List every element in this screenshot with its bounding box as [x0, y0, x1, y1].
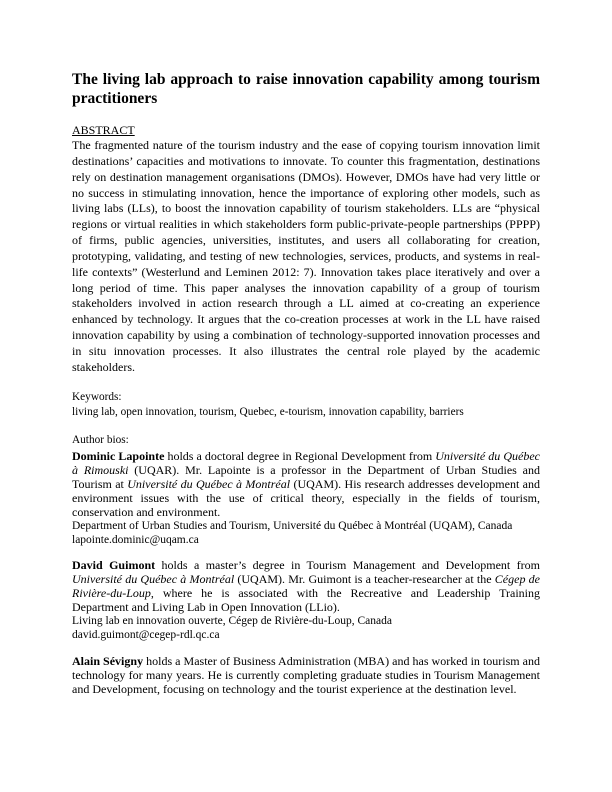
- text-run: life contexts” (Westerlund and Leminen 2012: 7). Innovation takes place iteratively and over a: [72, 264, 540, 279]
- text-run: regions or virtual realities in which stakeholders form public-private-people partnerships (PPPP): [72, 217, 540, 232]
- text-run: holds a doctoral degree in Regional Development from: [164, 449, 436, 463]
- author-bio-lapointe: [72, 449, 540, 547]
- author-email[interactable]: lapointe.dominic@uqam.ca: [72, 534, 199, 546]
- text-line: [72, 154, 540, 170]
- text-line: [72, 217, 540, 233]
- text-line: [72, 201, 540, 217]
- text-line: [72, 249, 540, 265]
- bold-text: practitioners: [72, 90, 158, 107]
- text-run: long period of time. This paper analyses the innovation capability of a group of tourism: [72, 280, 540, 295]
- text-line: [72, 586, 540, 600]
- text-line: [72, 449, 540, 463]
- text-run: (UQAR). Mr. Lapointe is a professor in the Department of Urban Studies and: [128, 463, 540, 477]
- italic-text: Université du Québec à Montréal: [127, 477, 291, 491]
- text-line: [72, 682, 540, 696]
- text-run: prototyping, validating, and testing of new technologies, services, products, and systems in real-: [72, 248, 540, 263]
- text-run: innovation capability by using a combination of technology-supported innovation processes and: [72, 328, 540, 343]
- bio-text: [72, 654, 540, 696]
- text-run: stakeholders.: [72, 359, 135, 374]
- author-affiliation: Living lab en innovation ouverte, Cégep de Rivière-du-Loup, Canada: [72, 615, 392, 627]
- text-line: [72, 70, 540, 89]
- italic-text: Université du Québec: [435, 449, 540, 463]
- bio-text: [72, 449, 540, 519]
- text-run: and Development, focusing on technology and the tourist experience at the destination level.: [72, 682, 517, 696]
- keywords-label: Keywords:: [72, 391, 122, 403]
- text-line: [72, 654, 540, 668]
- text-line: [72, 491, 540, 505]
- text-line: [72, 668, 540, 682]
- keywords-section: [72, 390, 540, 420]
- author-bio-guimont: [72, 558, 540, 642]
- abstract-body: [72, 138, 540, 376]
- text-line: [72, 477, 540, 491]
- text-line: [72, 463, 540, 477]
- italic-text: Cégep de: [494, 572, 540, 586]
- author-affiliation: Department of Urban Studies and Tourism, Université du Québec à Montréal (UQAM), Canada: [72, 520, 513, 532]
- text-line: [72, 233, 540, 249]
- text-run: in situ innovation processes. It also illustrates the central role played by the academic: [72, 343, 540, 358]
- text-run: environment issues with the use of critical theory, especially in the fields of tourism,: [72, 491, 540, 505]
- text-run: (UQAM). Mr. Guimont is a teacher-researcher at the: [234, 572, 495, 586]
- abstract-heading: ABSTRACT: [72, 123, 135, 137]
- text-line: [72, 572, 540, 586]
- text-line: [72, 558, 540, 572]
- text-line: [72, 89, 540, 108]
- text-run: holds a master’s degree in Tourism Management and Development from: [155, 558, 540, 572]
- text-run: (UQAM). His research addresses development and: [290, 477, 540, 491]
- bold-text: Alain Sévigny: [72, 654, 144, 668]
- keywords-list: living lab, open innovation, tourism, Quebec, e-tourism, innovation capability, barriers: [72, 406, 464, 418]
- italic-text: Rivière-du-Loup: [72, 586, 151, 600]
- author-bio-sevigny: [72, 654, 540, 696]
- text-line: [72, 505, 540, 519]
- text-run: no success in stimulating innovation, hence the importance of exploring other models, such as: [72, 185, 540, 200]
- bold-text: Dominic Lapointe: [72, 449, 165, 463]
- text-run: , where he is associated with the Recreative and Leadership Training: [150, 586, 540, 600]
- text-line: [72, 360, 540, 376]
- text-line: [72, 600, 540, 614]
- bio-text: [72, 558, 540, 614]
- author-email[interactable]: david.guimont@cegep-rdl.qc.ca: [72, 629, 220, 641]
- text-line: [72, 281, 540, 297]
- bold-text: The living lab approach to raise innovation capability among tourism: [72, 71, 540, 88]
- paper-title: [72, 70, 540, 108]
- text-run: living labs (LLs), to boost the innovation capability of tourism stakeholders. LLs are “physical: [72, 201, 540, 216]
- text-run: enhanced by technology. It argues that the co-creation processes at work in the LL have raised: [72, 312, 540, 327]
- text-run: technology for many years. He is currently completing graduate studies in Tourism Management: [72, 668, 540, 682]
- text-line: [72, 170, 540, 186]
- text-line: [72, 138, 540, 154]
- text-line: [72, 312, 540, 328]
- bold-text: David Guimont: [72, 558, 156, 572]
- text-run: conservation and environment.: [72, 505, 221, 519]
- text-run: stakeholders involved in action research through a LL aimed at co-creating an experience: [72, 296, 540, 311]
- text-line: [72, 186, 540, 202]
- italic-text: à Rimouski: [72, 463, 129, 477]
- text-line: [72, 265, 540, 281]
- text-run: holds a Master of Business Administration (MBA) and has worked in tourism and: [143, 654, 541, 668]
- text-line: [72, 296, 540, 312]
- text-line: [72, 344, 540, 360]
- author-bios-label: Author bios:: [72, 434, 129, 446]
- text-run: Department and Living Lab in Open Innovation (LLio).: [72, 600, 340, 614]
- text-run: rely on destination management organisations (DMOs). However, DMOs have had very little or: [72, 169, 540, 184]
- text-run: The fragmented nature of the tourism industry and the ease of copying tourism innovation limit: [72, 138, 540, 152]
- text-line: [72, 328, 540, 344]
- text-run: destinations’ capacities and motivations to innovate. To counter this fragmentation, destinations: [72, 153, 540, 168]
- text-run: Tourism at: [72, 477, 128, 491]
- text-run: of firms, public agencies, universities, institutes, and users all collaborating for creation,: [72, 233, 540, 248]
- italic-text: Université du Québec à Montréal: [72, 572, 235, 586]
